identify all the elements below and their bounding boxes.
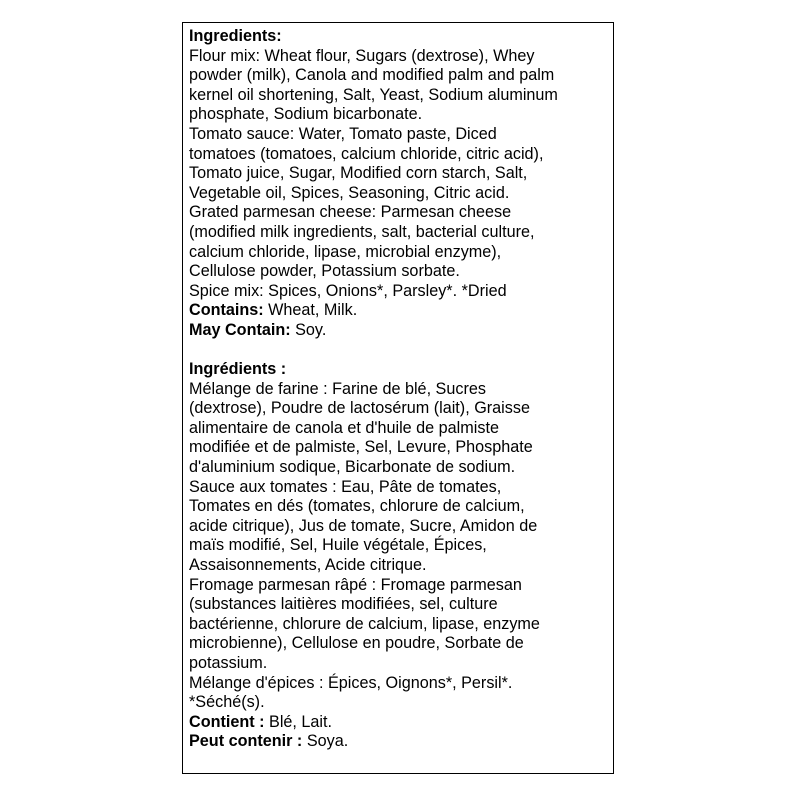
english-heading: Ingredients: [189,27,282,45]
ingredient-line: calcium chloride, lipase, microbial enzyme), [189,242,502,261]
ingredient-line: (modified milk ingredients, salt, bacterial culture, [189,222,535,241]
ingredient-line: tomatoes (tomatoes, calcium chloride, citric acid), [189,144,544,163]
ingredient-line: maïs modifié, Sel, Huile végétale, Épices, [189,536,487,555]
ingredient-line: Tomates en dés (tomates, chlorure de calcium, [189,497,525,516]
ingredient-line: alimentaire de canola et d'huile de palmiste [189,418,499,437]
ingredient-line: Tomato sauce: Water, Tomato paste, Diced [189,124,497,143]
ingredient-line: d'aluminium sodique, Bicarbonate de sodium. [189,458,516,477]
ingredient-line: Spice mix: Spices, Onions*, Parsley*. *Dried [189,281,507,300]
ingredient-line: Mélange d'épices : Épices, Oignons*, Persil*. [189,673,513,692]
ingredient-line: Fromage parmesan râpé : Fromage parmesan [189,575,522,594]
english-ingredient-lines [189,47,607,302]
ingredients-label-panel [182,22,614,774]
french-contains-value: Blé, Lait. [264,712,333,731]
french-ingredient-lines [189,380,607,713]
ingredient-line: microbienne), Cellulose en poudre, Sorbate de [189,634,524,653]
ingredient-line: Flour mix: Wheat flour, Sugars (dextrose), Whey [189,46,535,65]
ingredient-line: phosphate, Sodium bicarbonate. [189,105,423,124]
french-heading: Ingrédients : [189,360,287,379]
ingredient-line: acide citrique), Jus de tomate, Sucre, Amidon de [189,516,538,535]
english-ingredients-section [189,27,607,341]
french-contains-label: Contient : [189,712,265,731]
french-ingredients-section [189,360,607,752]
ingredient-line: bactérienne, chlorure de calcium, lipase, enzyme [189,614,540,633]
english-may-contain-label: May Contain: [189,320,291,339]
ingredient-line: potassium. [189,654,268,672]
ingredient-line: *Séché(s). [189,693,265,712]
ingredient-line: Grated parmesan cheese: Parmesan cheese [189,203,512,222]
ingredient-line: powder (milk), Canola and modified palm and palm [189,66,555,85]
ingredient-line: Assaisonnements, Acide citrique. [189,556,427,575]
english-contains-statement [189,301,607,321]
ingredient-line: Tomato juice, Sugar, Modified corn starch, Salt, [189,164,528,183]
ingredient-line: (substances laitières modifiées, sel, culture [189,595,498,614]
ingredient-line: kernel oil shortening, Salt, Yeast, Sodium aluminum [189,85,558,104]
english-contains-label: Contains: [189,301,264,320]
english-may-contain-value: Soy. [290,320,327,339]
ingredient-line: Cellulose powder, Potassium sorbate. [189,262,460,281]
english-may-contain-statement [189,321,607,341]
section-spacer [189,341,607,361]
ingredient-line: (dextrose), Poudre de lactosérum (lait), Graisse [189,399,530,418]
ingredient-line: Sauce aux tomates : Eau, Pâte de tomates, [189,477,502,496]
french-may-contain-label: Peut contenir : [189,732,303,751]
english-contains-value: Wheat, Milk. [263,301,358,320]
ingredient-line: Mélange de farine : Farine de blé, Sucres [189,379,486,398]
ingredient-line: Vegetable oil, Spices, Seasoning, Citric acid. [189,183,510,202]
ingredient-line: modifiée et de palmiste, Sel, Levure, Phosphate [189,438,533,457]
french-may-contain-statement [189,732,607,752]
french-may-contain-value: Soya. [302,732,349,751]
french-contains-statement [189,713,607,733]
